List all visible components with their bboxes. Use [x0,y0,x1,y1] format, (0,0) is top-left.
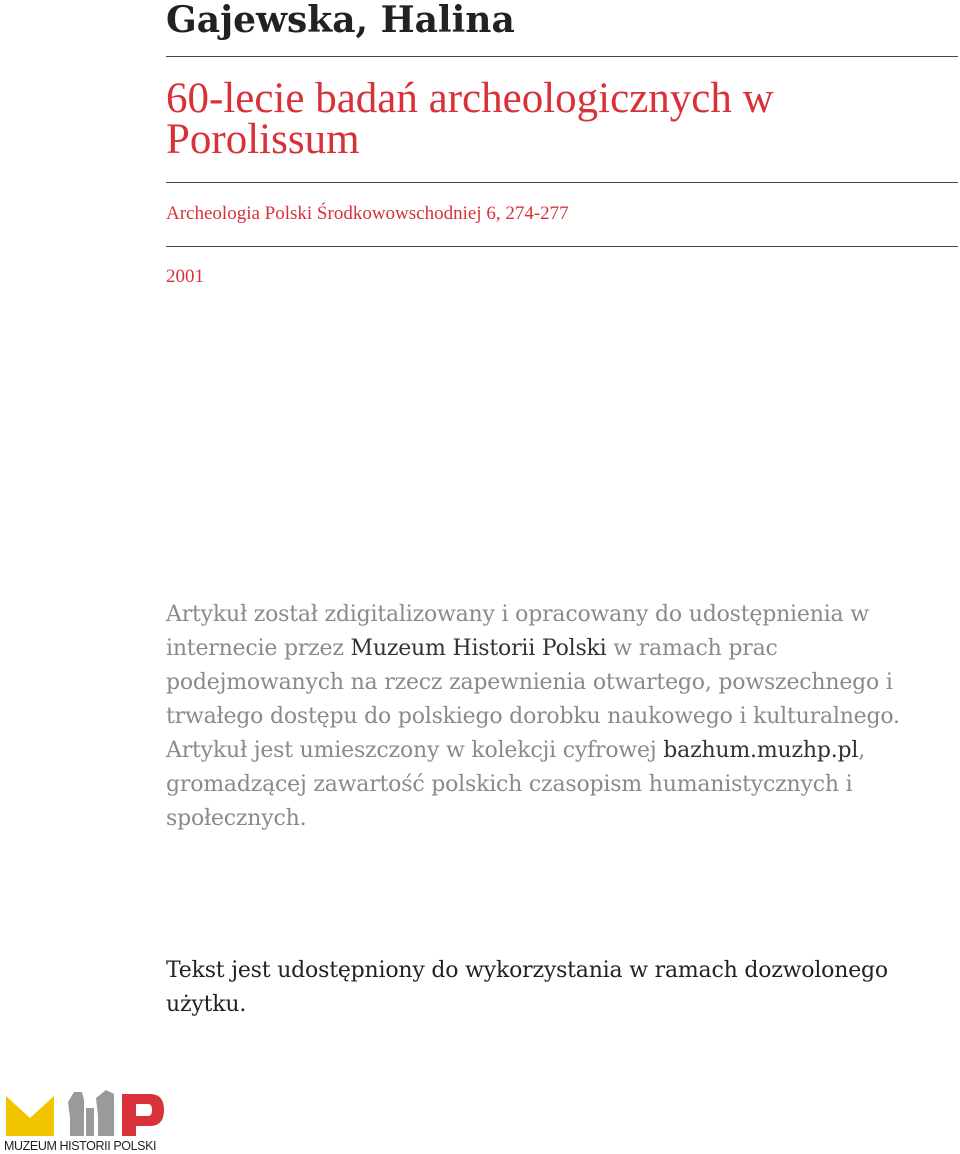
journal-source: Archeologia Polski Środkowowschodniej 6, 274-277 [166,203,569,224]
notice-text: Artykuł został zdigitalizowany i opracowany do udostępnienia w internecie przez [166,602,869,661]
museum-name: Muzeum Historii Polski [350,636,607,661]
notice-text: w ramach prac podejmowanych na rzecz zapewnienia otwartego, powszechnego i trwałego dostępu do polskiego dorobku naukowego i kulturalnego. Artykuł jest umieszczony w kolekcji cyfrowej [166,636,900,763]
author-name: Gajewska, Halina [166,0,515,41]
digitization-notice [166,598,926,836]
logo-p-mark [122,1094,164,1136]
divider [166,182,958,183]
logo-h-mark [68,1090,114,1136]
collection-link[interactable]: bazhum.muzhp.pl [663,738,859,763]
notice-text: , gromadzącej zawartość polskich czasopism humanistycznych i społecznych. [166,738,866,831]
divider [166,246,958,247]
article-title: 60-lecie badań archeologicznych w Porolissum [166,75,774,163]
license-notice: Tekst jest udostępniony do wykorzystania w ramach dozwolonego użytku. [166,958,888,1017]
logo-m-mark [6,1096,54,1136]
publication-year: 2001 [166,266,204,287]
divider [166,56,958,57]
logo-caption: MUZEUM HISTORII POLSKI [4,1139,157,1153]
